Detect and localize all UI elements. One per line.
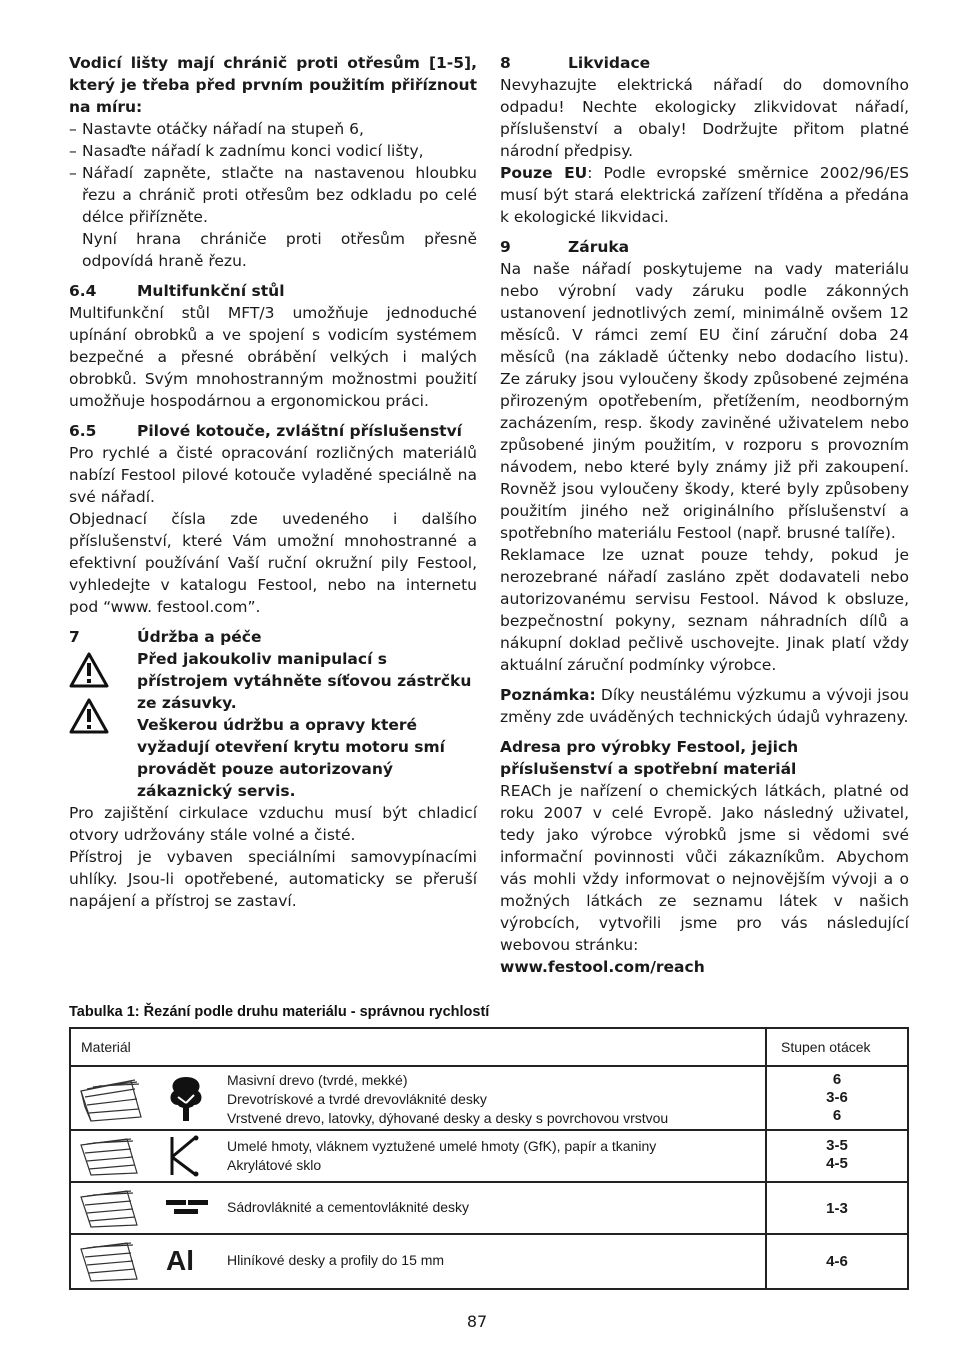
material-line: Hliníkové desky a profily do 15 mm	[227, 1252, 445, 1268]
tree-icon	[166, 1073, 206, 1123]
section-text: Multifunkční stůl MFT/3 umožňuje jednoduché upínání obrobků a ve spojení s vodicím systémem bezpečné a přesné obrábění velkých i malých obrobků. Svým mnohostranným možnostmi použití umožňuje hospodárnou a ergonomickou práci.	[69, 304, 477, 410]
warning-triangle-icon	[69, 698, 109, 734]
speed-value: 4-5	[826, 1155, 848, 1172]
reach-heading: Adresa pro výrobky Festool, jejich příslušenství a spotřební materiál	[500, 738, 799, 778]
speed-value: 6	[832, 1071, 842, 1088]
left-column	[69, 52, 477, 912]
step-item: – Nasaďte nářadí k zadnímu konci vodicí lišty,	[69, 140, 477, 162]
section-title: Záruka	[568, 238, 630, 256]
table-row	[71, 1235, 765, 1288]
eu-note	[500, 162, 909, 228]
reach-text: REACh je nařízení o chemických látkách, platné od roku 2007 v celé Evropě. Jako následný uživatel, tedy jako výrobce výrobků jsme si vědomi své informační povinnosti vůči zákazníkům. Abychom vás mohli vždy informovat o nejnovějším vývoji a o možných látkách ze seznamu látek v našich výrobcích, vytvořili jsme pro vás následující webovou stránku:	[500, 782, 909, 954]
section-title: Údržba a péče	[137, 628, 262, 646]
speed-values	[767, 1200, 907, 1218]
section-heading-9	[500, 236, 909, 258]
section-text: Nevyhazujte elektrická nářadí do domovního odpadu! Nechte ekologicky zlikvidovat nářadí, příslušenství a obaly! Dodržujte přitom platné národní předpisy.	[500, 76, 909, 160]
step-item: – Nářadí zapněte, stlačte na nastavenou hloubku řezu a chránič proti otřesům bez odkladu po celé délce přiřízněte.	[69, 162, 477, 228]
section-number: 6.4	[69, 282, 97, 300]
warning-text	[137, 648, 477, 802]
table-row	[71, 1131, 765, 1181]
material-line: Umelé hmoty, vláknem vyztužené umelé hmoty (GfK), papír a tkaniny	[227, 1138, 657, 1154]
section-text: Pro rychlé a čisté opracování rozličných materiálů nabízí Festool pilové kotouče vyladěné speciálně na své nářadí.	[69, 444, 477, 506]
reach-link[interactable]: www.festool.com/reach	[500, 958, 705, 976]
section-number: 6.5	[69, 422, 97, 440]
speed-values	[767, 1137, 907, 1173]
aluminium-symbol: Al	[166, 1245, 194, 1276]
section-text: Na naše nářadí poskytujeme na vady materiálu nebo výrobní vady záruku podle zákonných ustanovení jednotlivých zemí, minimálně ovšem 12 měsíců. V rámci zemí EU činí záruční doba 24 měsíců (na základě účtenky nebo dodacího listu). Ze záruky jsou vyloučeny škody způsobené zejména přirozeným opotřebením, přetížením, neodborným zacházením, resp. škody zaviněné uživatelem nebo způsobené jiným použitím, v rozporu s provozním návodem, nebo které byly známy již při zakoupení. Rovněž jsou vyloučeny škody, které byly způsobeny použitím jiného než originálního příslušenství a spotřebního materiálu Festool (např. brusné talíře).	[500, 260, 909, 542]
section-title: Pilové kotouče, zvláštní příslušenství	[137, 422, 462, 440]
saw-blade-icon	[77, 1239, 163, 1283]
speed-value: 1-3	[826, 1200, 848, 1217]
speed-values	[767, 1253, 907, 1271]
section-title: Likvidace	[568, 54, 651, 72]
note-text: Díky neustálému výzkumu a vývoji jsou změny zde uváděných technických údajů vyhrazeny.	[500, 686, 909, 726]
material-description	[227, 1071, 668, 1128]
table-caption: Tabulka 1: Řezání podle druhu materiálu - správnou rychlostí	[69, 1004, 490, 1020]
material-description	[227, 1198, 469, 1217]
section-text: Pro zajištění cirkulace vzduchu musí být chladicí otvory udržovány stále volné a čisté.	[69, 804, 477, 844]
board-layers-icon	[166, 1197, 210, 1217]
section-heading-8	[500, 52, 909, 74]
section-heading-6-4	[69, 280, 477, 302]
step-note: Nyní hrana chrániče proti otřesům přesně odpovídá hraně řezu.	[82, 230, 477, 270]
material-line: Drevotrískové a tvrdé drevovláknité desky	[227, 1091, 487, 1107]
warning-block	[69, 648, 477, 802]
table-row	[71, 1069, 765, 1129]
material-description	[227, 1137, 656, 1175]
note-paragraph	[500, 684, 909, 728]
speed-value: 3-6	[826, 1089, 848, 1106]
eu-text: : Podle evropské směrnice 2002/96/ES musí být stará elektrická zařízení tříděna a předána k ekologické likvidaci.	[500, 164, 910, 226]
material-line: Vrstvené drevo, latovky, dýhované desky a desky s povrchovou vrstvou	[227, 1110, 669, 1126]
warning-unplug: Před jakoukoliv manipulací s přístrojem vytáhněte síťovou zástrčku ze zásuvky.	[137, 650, 472, 712]
column-header-speed: Stupen otácek	[781, 1039, 871, 1055]
speed-value: 6	[832, 1107, 842, 1124]
step-item: – Nastavte otáčky nářadí na stupeň 6,	[69, 118, 477, 140]
material-line: Sádrovláknité a cementovláknité desky	[227, 1199, 470, 1215]
warning-icons	[69, 648, 137, 802]
section-heading-6-5	[69, 420, 477, 442]
page-number: 87	[466, 1312, 488, 1331]
speed-value: 3-5	[826, 1137, 848, 1154]
warning-triangle-icon	[69, 652, 109, 688]
section-number: 8	[500, 54, 511, 72]
right-column	[500, 52, 909, 978]
section-heading-7	[69, 626, 477, 648]
material-line: Akrylátové sklo	[227, 1157, 322, 1173]
note-label: Poznámka:	[500, 686, 596, 704]
table-header	[71, 1029, 907, 1067]
section-text: Objednací čísla zde uvedeného i dalšího příslušenství, které Vám umožní mnohostranné a efektivní používání Vaší ruční okružní pily Festool, vyhledejte v katalogu Festool, nebo na internetu pod “www. festool.com”.	[69, 510, 477, 616]
guide-rail-intro: Vodicí lišty mají chránič proti otřesům [1-5], který je třeba před prvním použitím přiříznout na míru:	[69, 54, 477, 116]
eu-label: Pouze EU	[500, 164, 588, 182]
section-number: 7	[69, 628, 80, 646]
speed-values	[767, 1071, 907, 1125]
column-header-material: Materiál	[81, 1039, 131, 1055]
plastic-k-icon	[166, 1135, 202, 1177]
material-description	[227, 1251, 444, 1270]
section-number: 9	[500, 238, 511, 256]
saw-blade-icon	[77, 1187, 163, 1229]
saw-blade-icon	[77, 1077, 163, 1123]
warning-service: Veškerou údržbu a opravy které vyžadují otevření krytu motoru smí provádět pouze autorizovaný zákaznický servis.	[137, 716, 445, 800]
speed-value: 4-6	[826, 1253, 848, 1270]
section-text: Reklamace lze uznat pouze tehdy, pokud je nerozebrané nářadí zasláno zpět dodavateli nebo autorizovanému servisu Festool. Návod k obsluze, bezpečnostní pokyny, seznam náhradních dílů a nákupní doklad pečlivě uschovejte. Jinak platí vždy aktuální záruční podmínky výrobce.	[500, 546, 909, 674]
table-row	[71, 1183, 765, 1233]
material-speed-table	[69, 1027, 909, 1290]
material-line: Masivní drevo (tvrdé, mekké)	[227, 1072, 408, 1088]
saw-blade-icon	[77, 1135, 163, 1177]
section-text: Přístroj je vybaven speciálními samovypínacími uhlíky. Jsou-li opotřebené, automaticky se přeruší napájení a přístroj se zastaví.	[69, 848, 477, 910]
section-title: Multifunkční stůl	[137, 282, 285, 300]
